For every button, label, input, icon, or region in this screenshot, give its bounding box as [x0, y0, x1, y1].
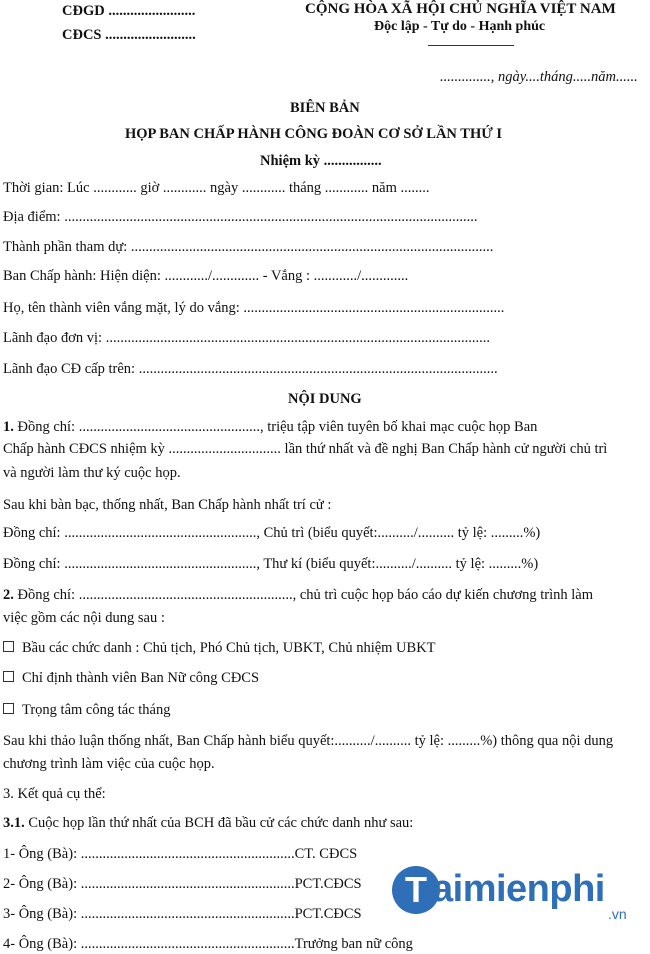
header-motto: Độc lập - Tự do - Hạnh phúc [374, 19, 546, 34]
header-cdgd: CĐGD ........................ [62, 3, 196, 19]
info-unit-leader: Lãnh đạo đơn vị: .......................................................................................................... [3, 330, 490, 346]
para-2-text: Đồng chí: ..........................................................., chủ trì cuộc họp báo cáo dự kiến chương trình làm [13, 587, 594, 603]
secretary-line: Đồng chí: ....................................................., Thư kí (biểu quyết:........../.......... tỷ lệ: .........%) [3, 556, 539, 572]
info-bch: Ban Chấp hành: Hiện diện: ............/............. - Vắng : ............/............. [3, 268, 409, 284]
para-1-line-3: và người làm thư ký cuộc họp. [3, 465, 181, 481]
para-2-number: 2. [3, 587, 14, 603]
para-1-number: 1. [3, 419, 14, 435]
para-2-line-2: việc gồm các nội dung sau : [3, 610, 165, 626]
title-term: Nhiệm kỳ ................ [260, 153, 382, 169]
header-date-line: .............., ngày....tháng.....năm...... [440, 69, 638, 85]
header-nation: CỘNG HÒA XÃ HỘI CHỦ NGHĨA VIỆT NAM [305, 1, 616, 17]
vote-line-1: Sau khi thảo luận thống nhất, Ban Chấp hành biểu quyết:........../.......... tỷ lệ: .........%) thông qua nội dung [3, 733, 614, 749]
checkbox-item-label: Trọng tâm công tác tháng [22, 702, 171, 718]
elected-row: 4- Ông (Bà): ...........................................................Trưởng ban nữ công [3, 936, 413, 952]
checkbox-icon [3, 671, 14, 682]
checkbox-item [3, 702, 170, 719]
motto-underline [428, 45, 514, 46]
checkbox-icon [3, 703, 14, 714]
logo-tld: .vn [608, 906, 627, 922]
para-3: 3. Kết quả cụ thể: [3, 786, 106, 802]
title-main: BIÊN BẢN [290, 100, 360, 116]
elected-row: 2- Ông (Bà): ...........................................................PCT.CĐCS [3, 876, 362, 892]
para-1-text: Đồng chí: .................................................., triệu tập viên tuyên bố khai mạc cuộc họp Ban [13, 419, 538, 435]
checkbox-item-label: Chỉ định thành viên Ban Nữ công CĐCS [22, 670, 260, 686]
elected-row: 1- Ông (Bà): ...........................................................CT. CĐCS [3, 846, 358, 862]
info-place: Địa điểm: .................................................................................................................. [3, 209, 478, 225]
title-sub: HỌP BAN CHẤP HÀNH CÔNG ĐOÀN CƠ SỞ LẦN THỨ I [125, 126, 503, 142]
para-2-line-1 [3, 587, 593, 604]
checkbox-item-label: Bầu các chức danh : Chủ tịch, Phó Chủ tịch, UBKT, Chủ nhiệm UBKT [22, 640, 436, 656]
after-discuss: Sau khi bàn bạc, thống nhất, Ban Chấp hành nhất trí cử : [3, 497, 332, 513]
logo-brand: aimienphi [432, 868, 605, 910]
checkbox-item [3, 640, 436, 657]
info-attendees: Thành phần tham dự: .................................................................................................... [3, 239, 494, 255]
content-heading: NỘI DUNG [288, 391, 362, 407]
checkbox-icon [3, 641, 14, 652]
checkbox-item [3, 670, 259, 687]
elected-row: 3- Ông (Bà): ...........................................................PCT.CĐCS [3, 906, 362, 922]
taimienphi-logo [392, 862, 632, 932]
para-3-1-text: Cuộc họp lần thứ nhất của BCH đã bầu cử các chức danh như sau: [24, 815, 414, 831]
para-3-1 [3, 815, 413, 832]
para-1-line-2: Chấp hành CĐCS nhiệm kỳ ............................... lần thứ nhất và đề nghị Ban Chấp hành cử người chủ trì [3, 441, 608, 457]
para-3-1-number: 3.1. [3, 815, 25, 831]
info-absent: Họ, tên thành viên vắng mặt, lý do vắng: ........................................................................ [3, 300, 505, 316]
logo-letter: T [392, 866, 440, 914]
para-1-line-1 [3, 419, 537, 436]
chair-line: Đồng chí: ....................................................., Chủ trì (biểu quyết:........../.......... tỷ lệ: .........%) [3, 525, 541, 541]
info-time: Thời gian: Lúc ............ giờ ............ ngày ............ tháng ............ năm ........ [3, 180, 430, 196]
vote-line-2: chương trình làm việc của cuộc họp. [3, 756, 215, 772]
info-upper-leader: Lãnh đạo CĐ cấp trên: ................................................................................................... [3, 361, 498, 377]
header-cdcs: CĐCS ......................... [62, 27, 196, 43]
